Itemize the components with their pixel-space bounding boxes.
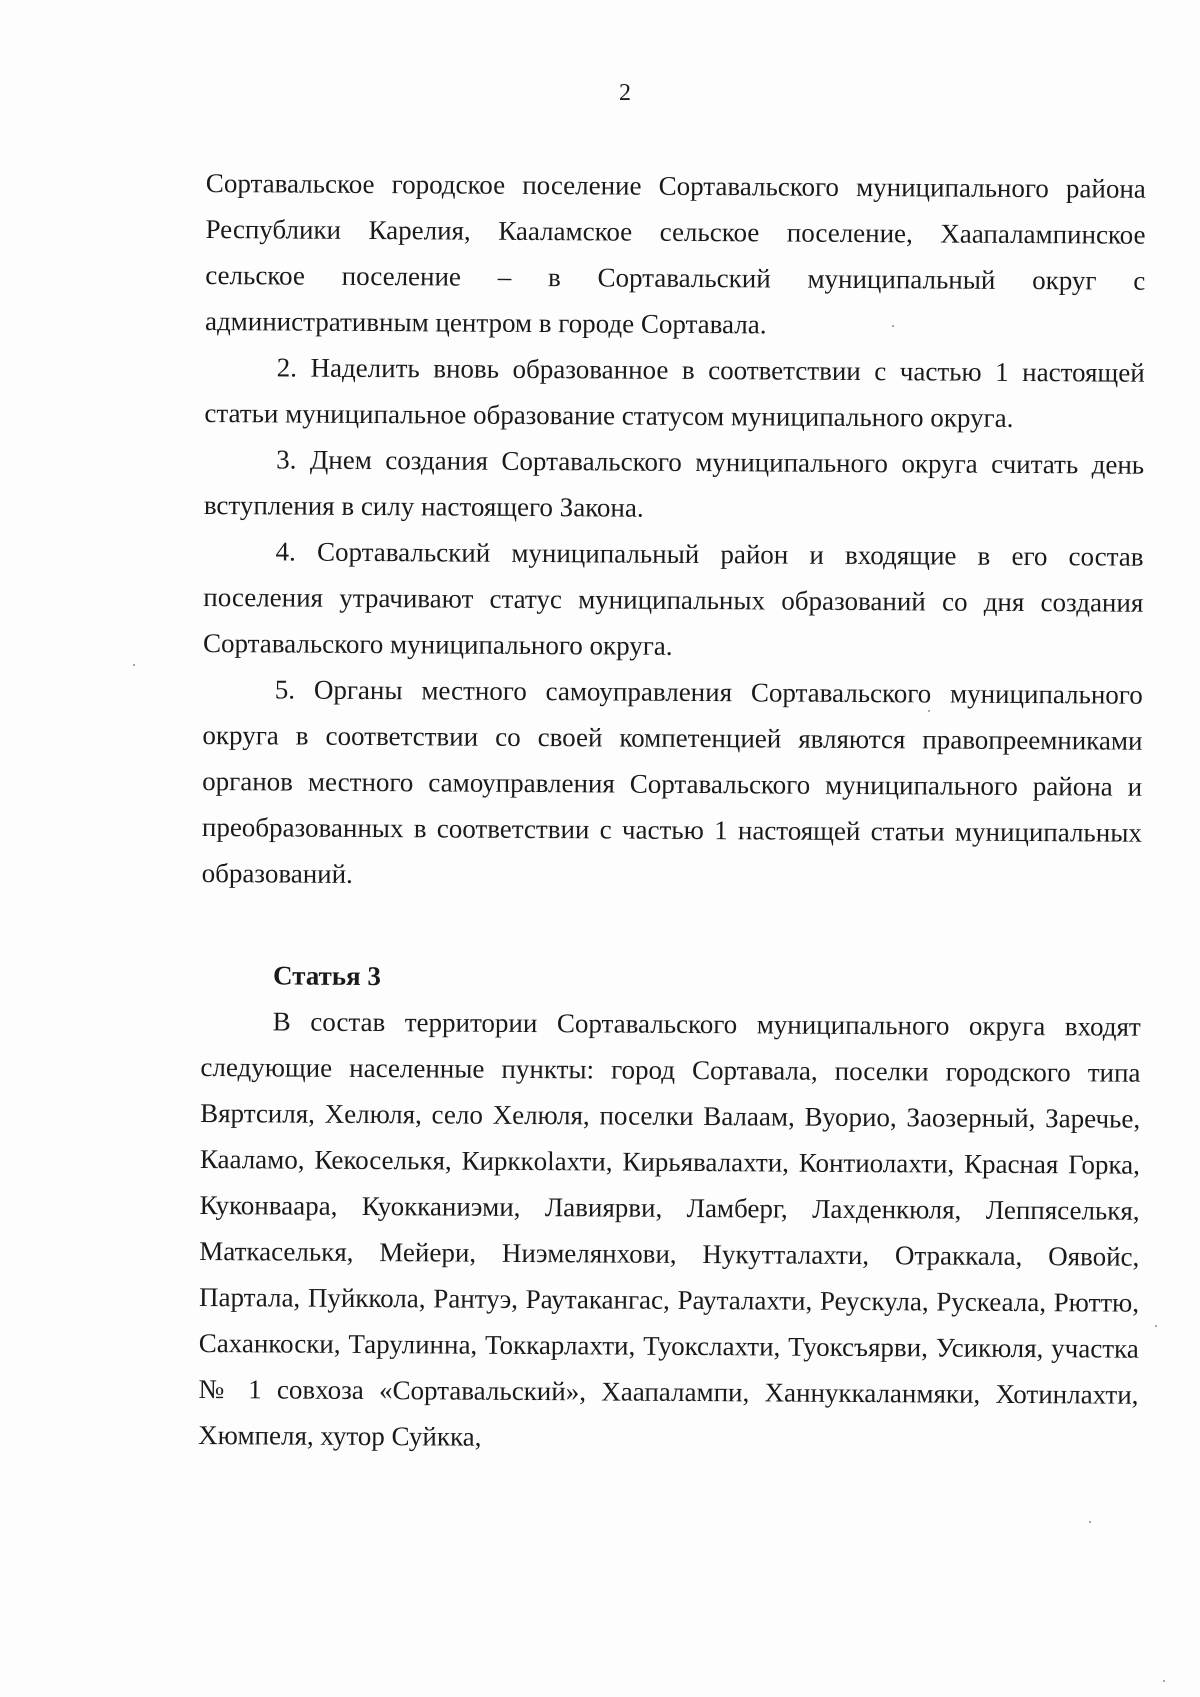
page-number: 2 [619, 80, 631, 106]
article-3-text: В состав территории Сортавальского муниципального округа входят следующие населенные пункты: город Сортавала, поселки городского типа Вяртсиля, Хелюля, село Хелюля, поселки Валаам, Вуорио, Заозерный, Заречье, Кааламо, Кекоселькя, Кирккolaхти, Кирьявалахти, Контиолахти, Красная Горка, Куконваара, Куокканиэми, Лавиярви, Ламберг, Лахденкюля, Леппяселькя, Маткаселькя, Мейери, Ниэмелянхови, Нукутталахти, Отраккала, Оявойс, Партала, Пуйккола, Рантуэ, Раутакангас, Рауталахти, Реускула, Рускеала, Рюттю, Саханкоски, Тарулинна, Токкарлахти, Туокслахти, Туоксъярви, Усикюля, участка № 1 совхоза «Сортавальский», Хаапалампи, Ханнуккаланмяки, Хотинлахти, Хюмпеля, хутор Суйкка, [198, 1006, 1141, 1452]
scan-speck [1155, 1325, 1157, 1327]
paragraph-item-3: 3. Днем создания Сортавальского муниципального округа считать день вступления в силу настоящего Закона. [203, 444, 1145, 523]
paragraph-continuation: Сортавальское городское поселение Сортавальского муниципального района Республики Карелия, Кааламское сельское поселение, Хаапалампинское сельское поселение – в Сортавальский муниципальный округ с административным центром в городе Сортавала. [204, 167, 1146, 340]
paragraph-item-4: 4. Сортавальский муниципальный район и входящие в его состав поселения утрачивают статус муниципальных образований со дня создания Сортавальского муниципального округа. [202, 536, 1144, 661]
scan-speck [1163, 1680, 1165, 1682]
scan-speck [892, 325, 894, 327]
article-heading: Статья 3 [272, 960, 382, 992]
document-body [198, 160, 1146, 1464]
paragraph-item-5: 5. Органы местного самоуправления Сортавальского муниципального округа в соответствии со своей компетенцией являются правопреемниками органов местного самоуправления Сортавальского муниципального района и преобразованных в соответствии с частью 1 настоящей статьи муниципальных образований. [201, 674, 1143, 889]
scan-speck [133, 664, 135, 666]
scan-speck [1089, 1521, 1091, 1523]
paragraph-item-2: 2. Наделить вновь образованное в соответствии с частью 1 настоящей статьи муниципальное образование статусом муниципального округа. [204, 352, 1145, 433]
scan-speck [928, 710, 930, 712]
